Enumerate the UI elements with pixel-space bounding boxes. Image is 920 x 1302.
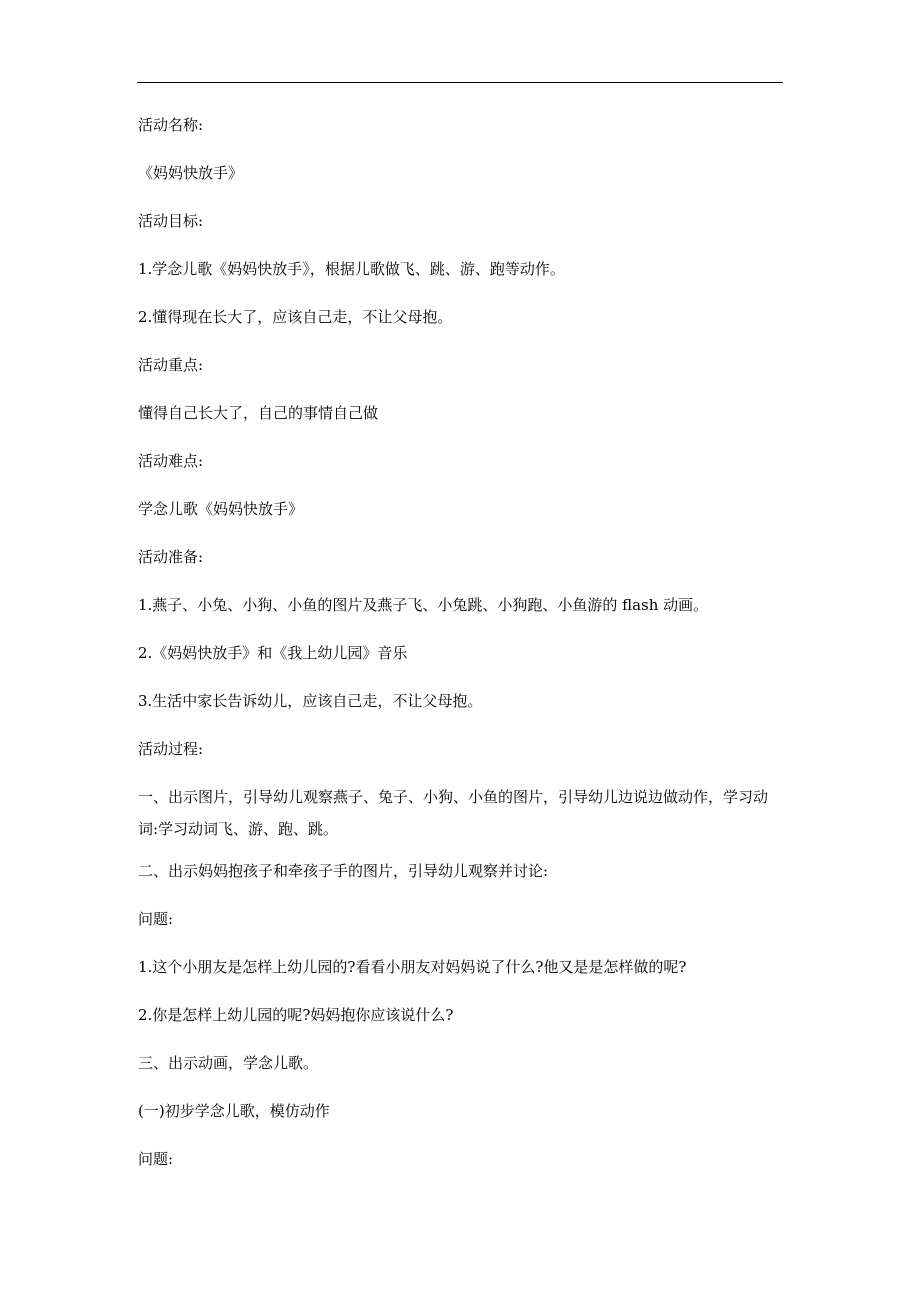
question-item-2: 2.你是怎样上幼儿园的呢?妈妈抱你应该说什么? [138,1006,454,1024]
section-heading-key-point: 活动重点: [138,356,204,374]
section-heading-name: 活动名称: [138,116,204,134]
process-step-2: 二、出示妈妈抱孩子和牵孩子手的图片，引导幼儿观察并讨论: [138,862,549,880]
goal-item-2: 2.懂得现在长大了，应该自己走，不让父母抱。 [138,308,453,326]
header-rule [137,82,783,83]
process-step-1: 一、出示图片，引导幼儿观察燕子、兔子、小狗、小鱼的图片，引导幼儿边说边做动作，学习动词:学习动词飞、游、跑、跳。 [138,788,769,838]
preparation-item-2: 2.《妈妈快放手》和《我上幼儿园》音乐 [138,644,408,662]
difficulty-text: 学念儿歌《妈妈快放手》 [138,500,304,518]
process-step-3: 三、出示动画，学念儿歌。 [138,1054,319,1072]
preparation-item-1: 1.燕子、小兔、小狗、小鱼的图片及燕子飞、小兔跳、小狗跑、小鱼游的 flash 动画。 [138,596,709,614]
goal-item-1: 1.学念儿歌《妈妈快放手》，根据儿歌做飞、跳、游、跑等动作。 [138,260,565,278]
key-point-text: 懂得自己长大了，自己的事情自己做 [138,404,379,422]
preparation-item-3: 3.生活中家长告诉幼儿，应该自己走，不让父母抱。 [138,692,483,710]
section-heading-difficulty: 活动难点: [138,452,204,470]
question-item-1: 1.这个小朋友是怎样上幼儿园的?看看小朋友对妈妈说了什么?他又是是怎样做的呢? [138,958,687,976]
section-heading-preparation: 活动准备: [138,548,204,566]
section-heading-goals: 活动目标: [138,212,204,230]
question-heading-1: 问题: [138,910,174,928]
activity-title: 《妈妈快放手》 [138,164,244,182]
section-heading-process: 活动过程: [138,740,204,758]
process-substep-1: (一)初步学念儿歌，模仿动作 [138,1102,330,1120]
question-heading-2: 问题: [138,1150,174,1168]
